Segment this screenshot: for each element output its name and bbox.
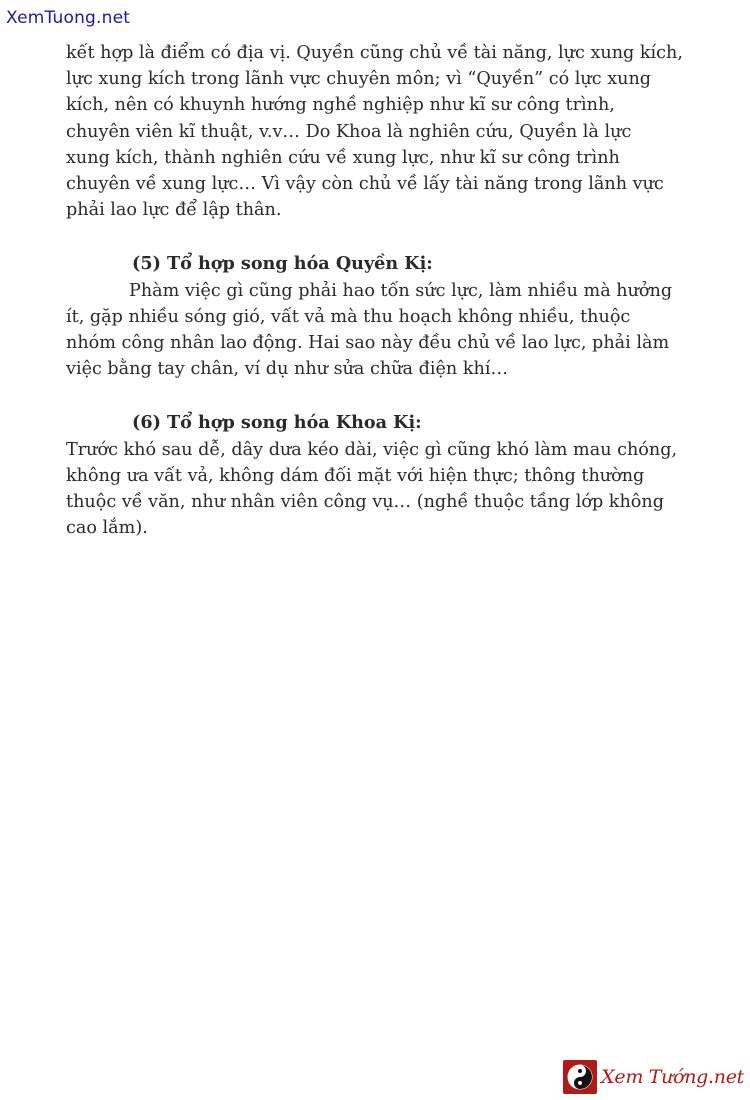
section-heading-5: (5) Tổ hợp song hóa Quyền Kị: — [132, 253, 433, 275]
text-line: thuộc về văn, như nhân viên công vụ… (nghề thuộc tầng lớp không — [66, 492, 664, 513]
text-line: chuyên viên kĩ thuật, v.v… Do Khoa là nghiên cứu, Quyền là lực — [66, 121, 632, 142]
paragraph-5 — [66, 278, 686, 383]
paragraph-intro — [66, 40, 686, 223]
text-line: Trước khó sau dễ, dây dưa kéo dài, việc gì cũng khó làm mau chóng, — [66, 439, 678, 460]
text-line: lực xung kích trong lãnh vực chuyên môn; vì “Quyền” có lực xung — [66, 69, 652, 90]
text-line: kết hợp là điểm có địa vị. Quyền cũng chủ về tài năng, lực xung kích, — [66, 43, 683, 63]
text-line: không ưa vất vả, không dám đối mặt với hiện thực; thông thường — [66, 465, 645, 486]
text-line: kích, nên có khuynh hướng nghề nghiệp như kĩ sư công trình, — [66, 95, 615, 116]
site-watermark: XemTuong.net — [6, 8, 131, 28]
page-body — [66, 40, 686, 541]
text-line: nhóm công nhân lao động. Hai sao này đều chủ về lao lực, phải làm — [66, 333, 670, 354]
text-line: việc bằng tay chân, ví dụ như sửa chữa điện khí… — [66, 359, 509, 380]
logo-text: Xem Tướng.net — [601, 1066, 744, 1088]
paragraph-6 — [66, 437, 686, 542]
site-logo — [563, 1060, 744, 1094]
yin-yang-icon — [563, 1060, 597, 1094]
text-line: chuyên về xung lực… Vì vậy còn chủ về lấy tài năng trong lãnh vực — [66, 174, 664, 195]
section-heading-6: (6) Tổ hợp song hóa Khoa Kị: — [132, 412, 422, 434]
text-line: ít, gặp nhiều sóng gió, vất vả mà thu hoạch không nhiều, thuộc — [66, 306, 631, 327]
text-line: Phàm việc gì cũng phải hao tốn sức lực, làm nhiều mà hưởng — [129, 280, 673, 301]
text-line: cao lắm). — [66, 518, 148, 539]
text-line: phải lao lực để lập thân. — [66, 200, 282, 221]
text-line: xung kích, thành nghiên cứu về xung lực, như kĩ sư công trình — [66, 147, 620, 168]
